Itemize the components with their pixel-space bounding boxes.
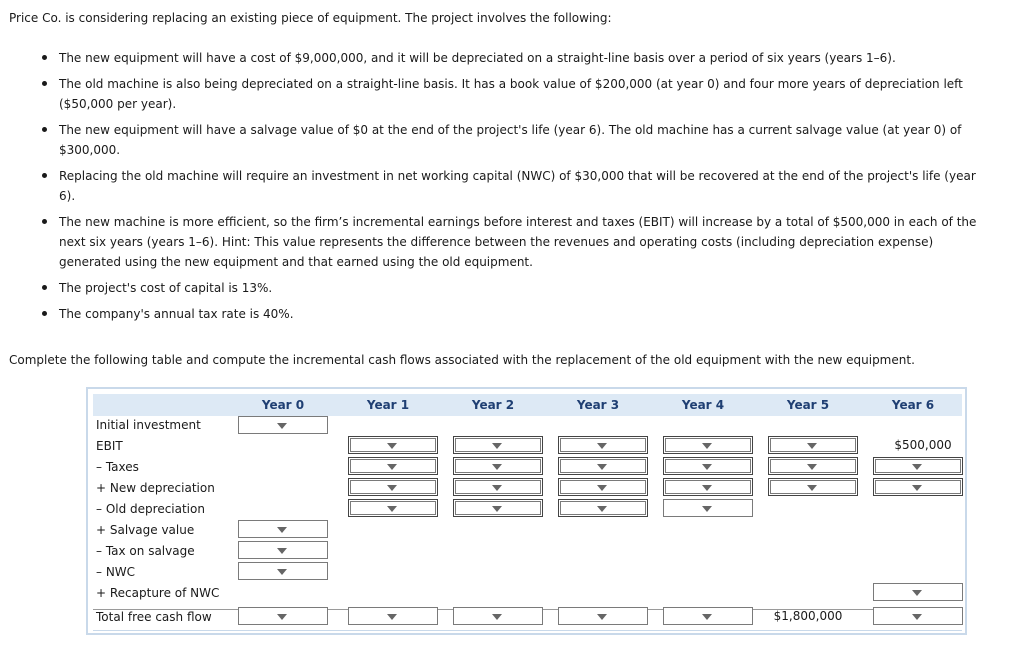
assumptions-list: [40, 48, 1000, 324]
new-depreciation-year3-dropdown[interactable]: [558, 478, 648, 496]
total-fcf-year0-dropdown[interactable]: [238, 607, 328, 625]
old-depreciation-year2-dropdown[interactable]: [453, 499, 543, 517]
assumption-item: [40, 278, 1000, 298]
new-depreciation-year2-dropdown[interactable]: [453, 478, 543, 496]
taxes-year1-dropdown[interactable]: [348, 457, 438, 475]
problem-intro: Price Co. is considering replacing an existing piece of equipment. The project involves the following:: [9, 11, 612, 25]
assumption-line: $300,000.: [59, 143, 121, 157]
row-label-taxes: – Taxes: [96, 460, 139, 474]
ebit-year4-dropdown[interactable]: [663, 436, 753, 454]
ebit-year3-dropdown[interactable]: [558, 436, 648, 454]
row-label-old-depreciation: – Old depreciation: [96, 502, 205, 516]
old-depreciation-year1-dropdown[interactable]: [348, 499, 438, 517]
assumption-line: The old machine is also being depreciated on a straight-line basis. It has a book value of $200,000 (at year 0) and four more years of depreciation left: [59, 77, 963, 91]
old-depreciation-year3-dropdown[interactable]: [558, 499, 648, 517]
new-depreciation-year4-dropdown[interactable]: [663, 478, 753, 496]
assumption-item: [40, 212, 1000, 272]
total-fcf-year1-dropdown[interactable]: [348, 607, 438, 625]
row-label-nwc: – NWC: [96, 565, 136, 579]
assumption-line: Replacing the old machine will require an investment in net working capital (NWC) of $30,000 that will be recovered at the end of the project's life (year: [59, 169, 976, 183]
row-label-ebit: EBIT: [96, 439, 123, 453]
new-depreciation-year5-dropdown[interactable]: [768, 478, 858, 496]
table-instruction: Complete the following table and compute the incremental cash flows associated with the replacement of the old equipment with the new equipment.: [9, 353, 915, 367]
total-fcf-year5-value: $1,800,000: [773, 609, 843, 623]
assumption-item: [40, 120, 1000, 160]
ebit-year2-dropdown[interactable]: [453, 436, 543, 454]
assumption-item: [40, 304, 1000, 324]
total-fcf-year4-dropdown[interactable]: [663, 607, 753, 625]
row-label-tax-on-salvage: – Tax on salvage: [96, 544, 195, 558]
assumption-line: next six years (years 1–6). Hint: This value represents the difference between the revenues and operating costs (including depreciation expense): [59, 235, 934, 249]
assumption-item: [40, 74, 1000, 114]
year-1-header: Year 1: [366, 398, 410, 412]
initial-investment-year0-dropdown[interactable]: [238, 416, 328, 434]
assumption-line: 6).: [59, 189, 76, 203]
assumption-line: The new equipment will have a cost of $9,000,000, and it will be depreciated on a straight-line basis over a period of six years (years 1–6).: [59, 51, 896, 65]
nwc-year0-dropdown[interactable]: [238, 562, 328, 580]
new-depreciation-year1-dropdown[interactable]: [348, 478, 438, 496]
assumption-line: The project's cost of capital is 13%.: [59, 281, 273, 295]
taxes-year6-dropdown[interactable]: [873, 457, 963, 475]
assumption-line: generated using the new equipment and that earned using the old equipment.: [59, 255, 533, 269]
year-2-header: Year 2: [471, 398, 515, 412]
new-depreciation-year6-dropdown[interactable]: [873, 478, 963, 496]
table-bottom-border: [93, 630, 962, 631]
row-label-initial-investment: Initial investment: [96, 418, 201, 432]
total-fcf-year2-dropdown[interactable]: [453, 607, 543, 625]
taxes-year4-dropdown[interactable]: [663, 457, 753, 475]
row-label-salvage-value: + Salvage value: [96, 523, 195, 537]
year-0-header: Year 0: [261, 398, 305, 412]
row-label-new-depreciation: + New depreciation: [96, 481, 215, 495]
taxes-year2-dropdown[interactable]: [453, 457, 543, 475]
assumption-line: The company's annual tax rate is 40%.: [59, 307, 294, 321]
taxes-year3-dropdown[interactable]: [558, 457, 648, 475]
ebit-year6-value: $500,000: [894, 438, 952, 452]
total-fcf-year3-dropdown[interactable]: [558, 607, 648, 625]
year-6-header: Year 6: [891, 398, 935, 412]
old-depreciation-year4-dropdown[interactable]: [663, 499, 753, 517]
year-5-header: Year 5: [786, 398, 830, 412]
ebit-year5-dropdown[interactable]: [768, 436, 858, 454]
taxes-year5-dropdown[interactable]: [768, 457, 858, 475]
total-fcf-year6-dropdown[interactable]: [873, 607, 963, 625]
year-4-header: Year 4: [681, 398, 725, 412]
assumption-line: The new equipment will have a salvage value of $0 at the end of the project's life (year 6). The old machine has a current salvage value (at year 0) of: [59, 123, 962, 137]
recapture-nwc-year6-dropdown[interactable]: [873, 583, 963, 601]
salvage-value-year0-dropdown[interactable]: [238, 520, 328, 538]
ebit-year1-dropdown[interactable]: [348, 436, 438, 454]
assumption-line: ($50,000 per year).: [59, 97, 177, 111]
assumption-line: The new machine is more efficient, so the firm’s incremental earnings before interest and taxes (EBIT) will increase by a total of $500,000 in each of the: [59, 215, 977, 229]
assumption-item: [40, 48, 1000, 68]
tax-on-salvage-year0-dropdown[interactable]: [238, 541, 328, 559]
cash-flow-table: [86, 387, 967, 635]
row-label-total-fcf: Total free cash flow: [96, 610, 212, 624]
assumption-item: [40, 166, 1000, 206]
row-label-recapture-nwc: + Recapture of NWC: [96, 586, 220, 600]
year-3-header: Year 3: [576, 398, 620, 412]
